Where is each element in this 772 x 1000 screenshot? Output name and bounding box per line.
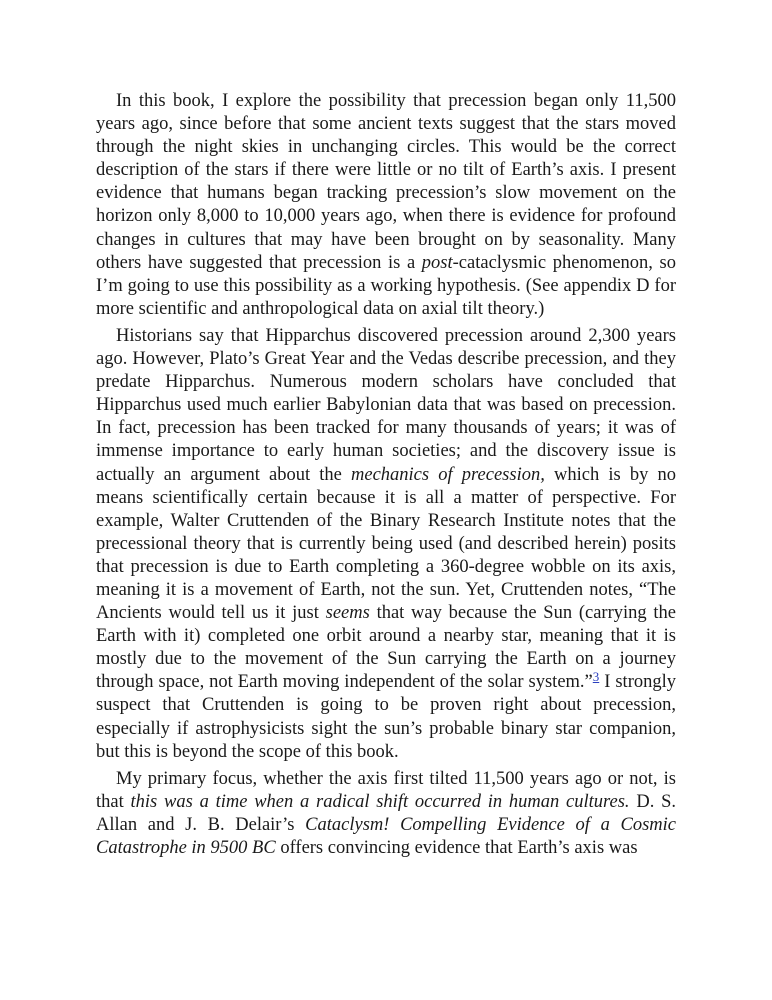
italic-run: this was a time when a radical shift occurred in human cultures.: [130, 791, 630, 812]
text-run: Historians say that Hipparchus discovered precession around 2,300 years ago. However, Plato’s Great Year and the Vedas describe precession, and they predate Hipparchus. Numerous modern scholars have concluded that Hipparchus used much earlier Babylonian data that was based on precession. In fact, precession has been tracked for many thousands of years; it was of immense importance to early human societies; and the discovery issue is actually an argument about the: [96, 325, 676, 485]
paragraph-3: [96, 768, 676, 860]
italic-run: mechanics of precession,: [351, 464, 545, 485]
text-run: which is by no means scientifically certain because it is all a matter of perspective. For example, Walter Cruttenden of the Binary Research Institute notes that the precessional theory that is currently being used (and described herein) posits that precession is due to Earth completing a 360-degree wobble on its axis, meaning it is a movement of Earth, not the sun. Yet, Cruttenden notes, “The Ancients would tell us it just: [96, 464, 676, 624]
text-run: I strongly suspect that Cruttenden is going to be proven right about precession, especially if astrophysicists sight the sun’s probable binary star companion, but this is beyond the scope of this book.: [96, 672, 676, 762]
text-run: offers convincing evidence that Earth’s axis was: [275, 838, 638, 858]
italic-run: Cataclysm! Compelling Evidence of a Cosmic Catastrophe in 9500 BC: [96, 814, 676, 858]
text-run: D. S. Allan and J. B. Delair’s: [96, 791, 676, 835]
text-run: My primary focus, whether the axis first tilted 11,500 years ago or not, is that: [96, 768, 676, 812]
text-run: that way because the Sun (carrying the Earth with it) completed one orbit around a nearby star, meaning that it is mostly due to the movement of the Sun carrying the Earth on a journey through space, not Earth moving independent of the solar system.”: [96, 603, 676, 693]
italic-run: seems: [325, 603, 370, 624]
italic-run: post: [421, 252, 453, 273]
paragraph-1: [96, 90, 676, 321]
document-page: [96, 90, 676, 864]
footnote-link-3[interactable]: 3: [592, 669, 600, 685]
paragraph-2: [96, 325, 676, 764]
text-run: In this book, I explore the possibility that precession began only 11,500 years ago, since before that some ancient texts suggest that the stars moved through the night skies in unchanging circles. This would be the correct description of the stars if there were little or no tilt of Earth’s axis. I present evidence that humans began tracking precession’s slow movement on the horizon only 8,000 to 10,000 years ago, when there is evidence for profound changes in cultures that may have been brought on by seasonality. Many others have suggested that precession is a: [96, 91, 676, 273]
text-run: -cataclysmic phenomenon, so I’m going to use this possibility as a working hypothesis. (See appendix D for more scientific and anthropological data on axial tilt theory.): [96, 252, 676, 319]
